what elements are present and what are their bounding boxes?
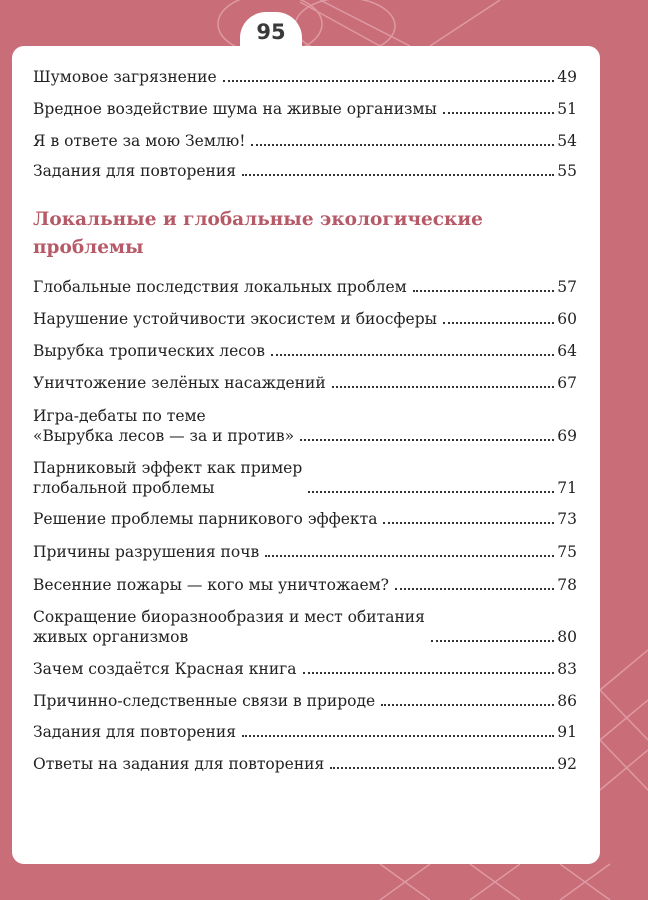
toc-dot-leader <box>242 174 554 176</box>
toc-dot-leader <box>223 80 555 82</box>
toc-entry-page: 67 <box>557 374 577 392</box>
toc-entry[interactable] <box>33 297 577 329</box>
toc-entry-page: 86 <box>557 692 577 710</box>
toc-entry[interactable] <box>33 62 577 87</box>
toc-entry-title: Причинно-следственные связи в природе <box>33 692 376 710</box>
toc-entry-page: 60 <box>557 310 577 328</box>
toc-entry[interactable] <box>33 446 577 498</box>
toc-dot-leader <box>242 735 554 737</box>
toc-entry[interactable] <box>33 272 577 297</box>
toc-dot-leader <box>308 491 554 493</box>
toc-entry-page: 73 <box>557 510 577 528</box>
toc-entry-title: Я в ответе за мою Землю! <box>33 132 246 150</box>
toc-entry-title: Нарушение устойчивости экосистем и биосферы <box>33 310 437 328</box>
toc-dot-leader <box>443 112 554 114</box>
toc-entry[interactable] <box>33 529 577 562</box>
toc-dot-leader <box>271 354 554 356</box>
toc-entry-title: Уничтожение зелёных насаждений <box>33 374 326 392</box>
section-title: Локальные и глобальные экологические проблемы <box>33 209 483 258</box>
toc-entry[interactable] <box>33 329 577 361</box>
toc-entry-page: 54 <box>557 132 577 150</box>
toc-entry-title: Причины разрушения почв <box>33 543 260 561</box>
toc-dot-leader <box>332 386 555 388</box>
toc-entry[interactable] <box>33 361 577 393</box>
toc-entry-title: Вредное воздействие шума на живые организмы <box>33 100 437 118</box>
page-number: 95 <box>256 20 286 44</box>
toc-entry-page: 83 <box>557 660 577 678</box>
toc-dot-leader <box>300 439 554 441</box>
toc-entry-title: Игра-дебаты по теме «Вырубка лесов — за и против» <box>33 407 295 445</box>
toc-dot-leader <box>395 588 554 590</box>
page-number-badge <box>240 12 302 60</box>
toc-entry-title: Шумовое загрязнение <box>33 68 217 86</box>
toc-dot-leader <box>303 672 555 674</box>
toc-entry-title: Парниковый эффект как пример глобальной проблемы <box>33 459 303 497</box>
toc-entry-page: 91 <box>557 723 577 741</box>
toc-entry[interactable] <box>33 498 577 529</box>
toc-entry-page: 75 <box>557 543 577 561</box>
toc-entry-title: Решение проблемы парникового эффекта <box>33 510 378 528</box>
toc-entry[interactable] <box>33 87 577 119</box>
toc-dot-leader <box>413 290 555 292</box>
toc-entry-title: Задания для повторения <box>33 162 236 180</box>
toc-entry-title: Зачем создаётся Красная книга <box>33 660 297 678</box>
toc-entry-page: 64 <box>557 342 577 360</box>
toc-entry[interactable] <box>33 595 577 647</box>
toc-entry[interactable] <box>33 393 577 446</box>
toc-dot-leader <box>265 555 554 557</box>
toc-entry-page: 49 <box>557 68 577 86</box>
toc-dot-leader <box>383 522 554 524</box>
toc-entry[interactable] <box>33 119 577 151</box>
toc-entry-title: Ответы на задания для повторения <box>33 755 325 773</box>
toc-entry-title: Вырубка тропических лесов <box>33 342 265 360</box>
toc-entry-title: Глобальные последствия локальных проблем <box>33 278 407 296</box>
toc-dot-leader <box>381 704 554 706</box>
toc-dot-leader <box>443 322 554 324</box>
toc-entry-title: Весенние пожары — кого мы уничтожаем? <box>33 576 389 594</box>
toc-entry-page: 92 <box>557 755 577 773</box>
toc-entry[interactable] <box>33 711 577 742</box>
toc-dot-leader <box>431 640 554 642</box>
toc-entry[interactable] <box>33 647 577 679</box>
toc-entry[interactable] <box>33 679 577 711</box>
toc-entry-page: 57 <box>557 278 577 296</box>
toc-entry-page: 69 <box>557 427 577 445</box>
toc-entry-page: 78 <box>557 576 577 594</box>
toc-entry[interactable] <box>33 151 577 181</box>
toc-entry-page: 71 <box>557 479 577 497</box>
toc-entry-page: 80 <box>557 628 577 646</box>
toc-entry[interactable] <box>33 562 577 595</box>
toc-entry[interactable] <box>33 742 577 774</box>
toc-entry-title: Задания для повторения <box>33 723 236 741</box>
toc-dot-leader <box>251 144 554 146</box>
toc-entry-page: 51 <box>557 100 577 118</box>
toc-entry-title: Сокращение биоразнообразия и мест обитания живых организмов <box>33 608 425 646</box>
toc-entry-page: 55 <box>557 162 577 180</box>
table-of-contents <box>33 62 577 774</box>
toc-dot-leader <box>330 767 554 769</box>
